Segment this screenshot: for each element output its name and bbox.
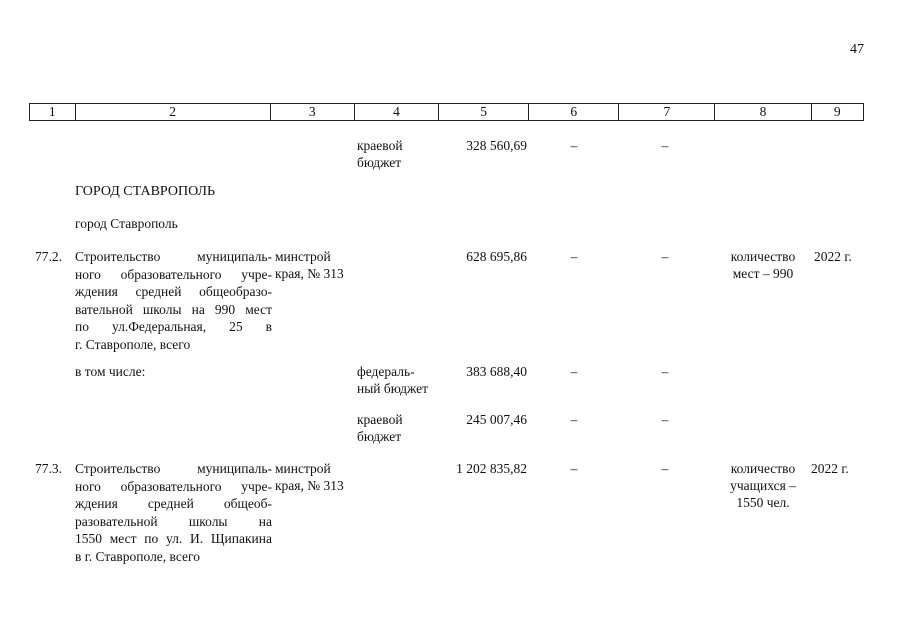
- header-col-1: 1: [30, 104, 76, 120]
- col6-cell: –: [570, 461, 578, 476]
- header-col-6: 6: [529, 104, 619, 120]
- row-number: 77.2.: [35, 249, 62, 264]
- amount-cell: 245 007,46: [466, 412, 527, 427]
- responsible-agency: минстрой края, № 313: [275, 249, 344, 281]
- col6-cell: –: [570, 138, 578, 153]
- year-cell: 2022 г.: [811, 461, 849, 476]
- funding-source: краевой бюджет: [357, 138, 403, 170]
- city-heading: город Ставрополь: [75, 216, 178, 231]
- col7-cell: –: [661, 461, 669, 476]
- amount-cell: 628 695,86: [466, 249, 527, 264]
- page-number: 47: [850, 42, 864, 57]
- col7-cell: –: [661, 364, 669, 379]
- col6-cell: –: [570, 412, 578, 427]
- funding-source: краевой бюджет: [357, 412, 403, 444]
- header-col-2: 2: [76, 104, 271, 120]
- row-description: Строительство муниципаль- ного образовательного учре- ждения средней общеобразо- вательной школы на 990 мест по ул.Федеральная, 25 в г. Ставрополе, всего: [75, 249, 272, 352]
- year-cell: 2022 г.: [814, 249, 852, 264]
- col6-cell: –: [570, 364, 578, 379]
- row-description: Строительство муниципаль- ного образовательного учре- ждения средней общеоб- разовательной школы на 1550 мест по ул. И. Щипакина в г. Ставрополе, всего: [75, 461, 272, 564]
- amount-cell: 328 560,69: [466, 138, 527, 153]
- header-col-3: 3: [271, 104, 355, 120]
- header-col-9: 9: [833, 104, 841, 119]
- col7-cell: –: [661, 412, 669, 427]
- header-col-5: 5: [439, 104, 529, 120]
- header-col-7: 7: [619, 104, 715, 120]
- amount-cell: 383 688,40: [466, 364, 527, 379]
- col7-cell: –: [661, 249, 669, 264]
- col6-cell: –: [570, 249, 578, 264]
- capacity-cell: количество учащихся – 1550 чел.: [730, 461, 796, 510]
- including-label: в том числе:: [75, 364, 146, 379]
- funding-source: федераль- ный бюджет: [357, 364, 429, 396]
- amount-cell: 1 202 835,82: [456, 461, 527, 476]
- row-number: 77.3.: [35, 461, 62, 476]
- header-col-8: 8: [715, 104, 811, 120]
- col7-cell: –: [661, 138, 669, 153]
- responsible-agency: минстрой края, № 313: [275, 461, 344, 493]
- capacity-cell: количество мест – 990: [730, 249, 796, 281]
- table-header: [29, 103, 864, 121]
- header-col-4: 4: [355, 104, 439, 120]
- region-heading: ГОРОД СТАВРОПОЛЬ: [75, 184, 216, 199]
